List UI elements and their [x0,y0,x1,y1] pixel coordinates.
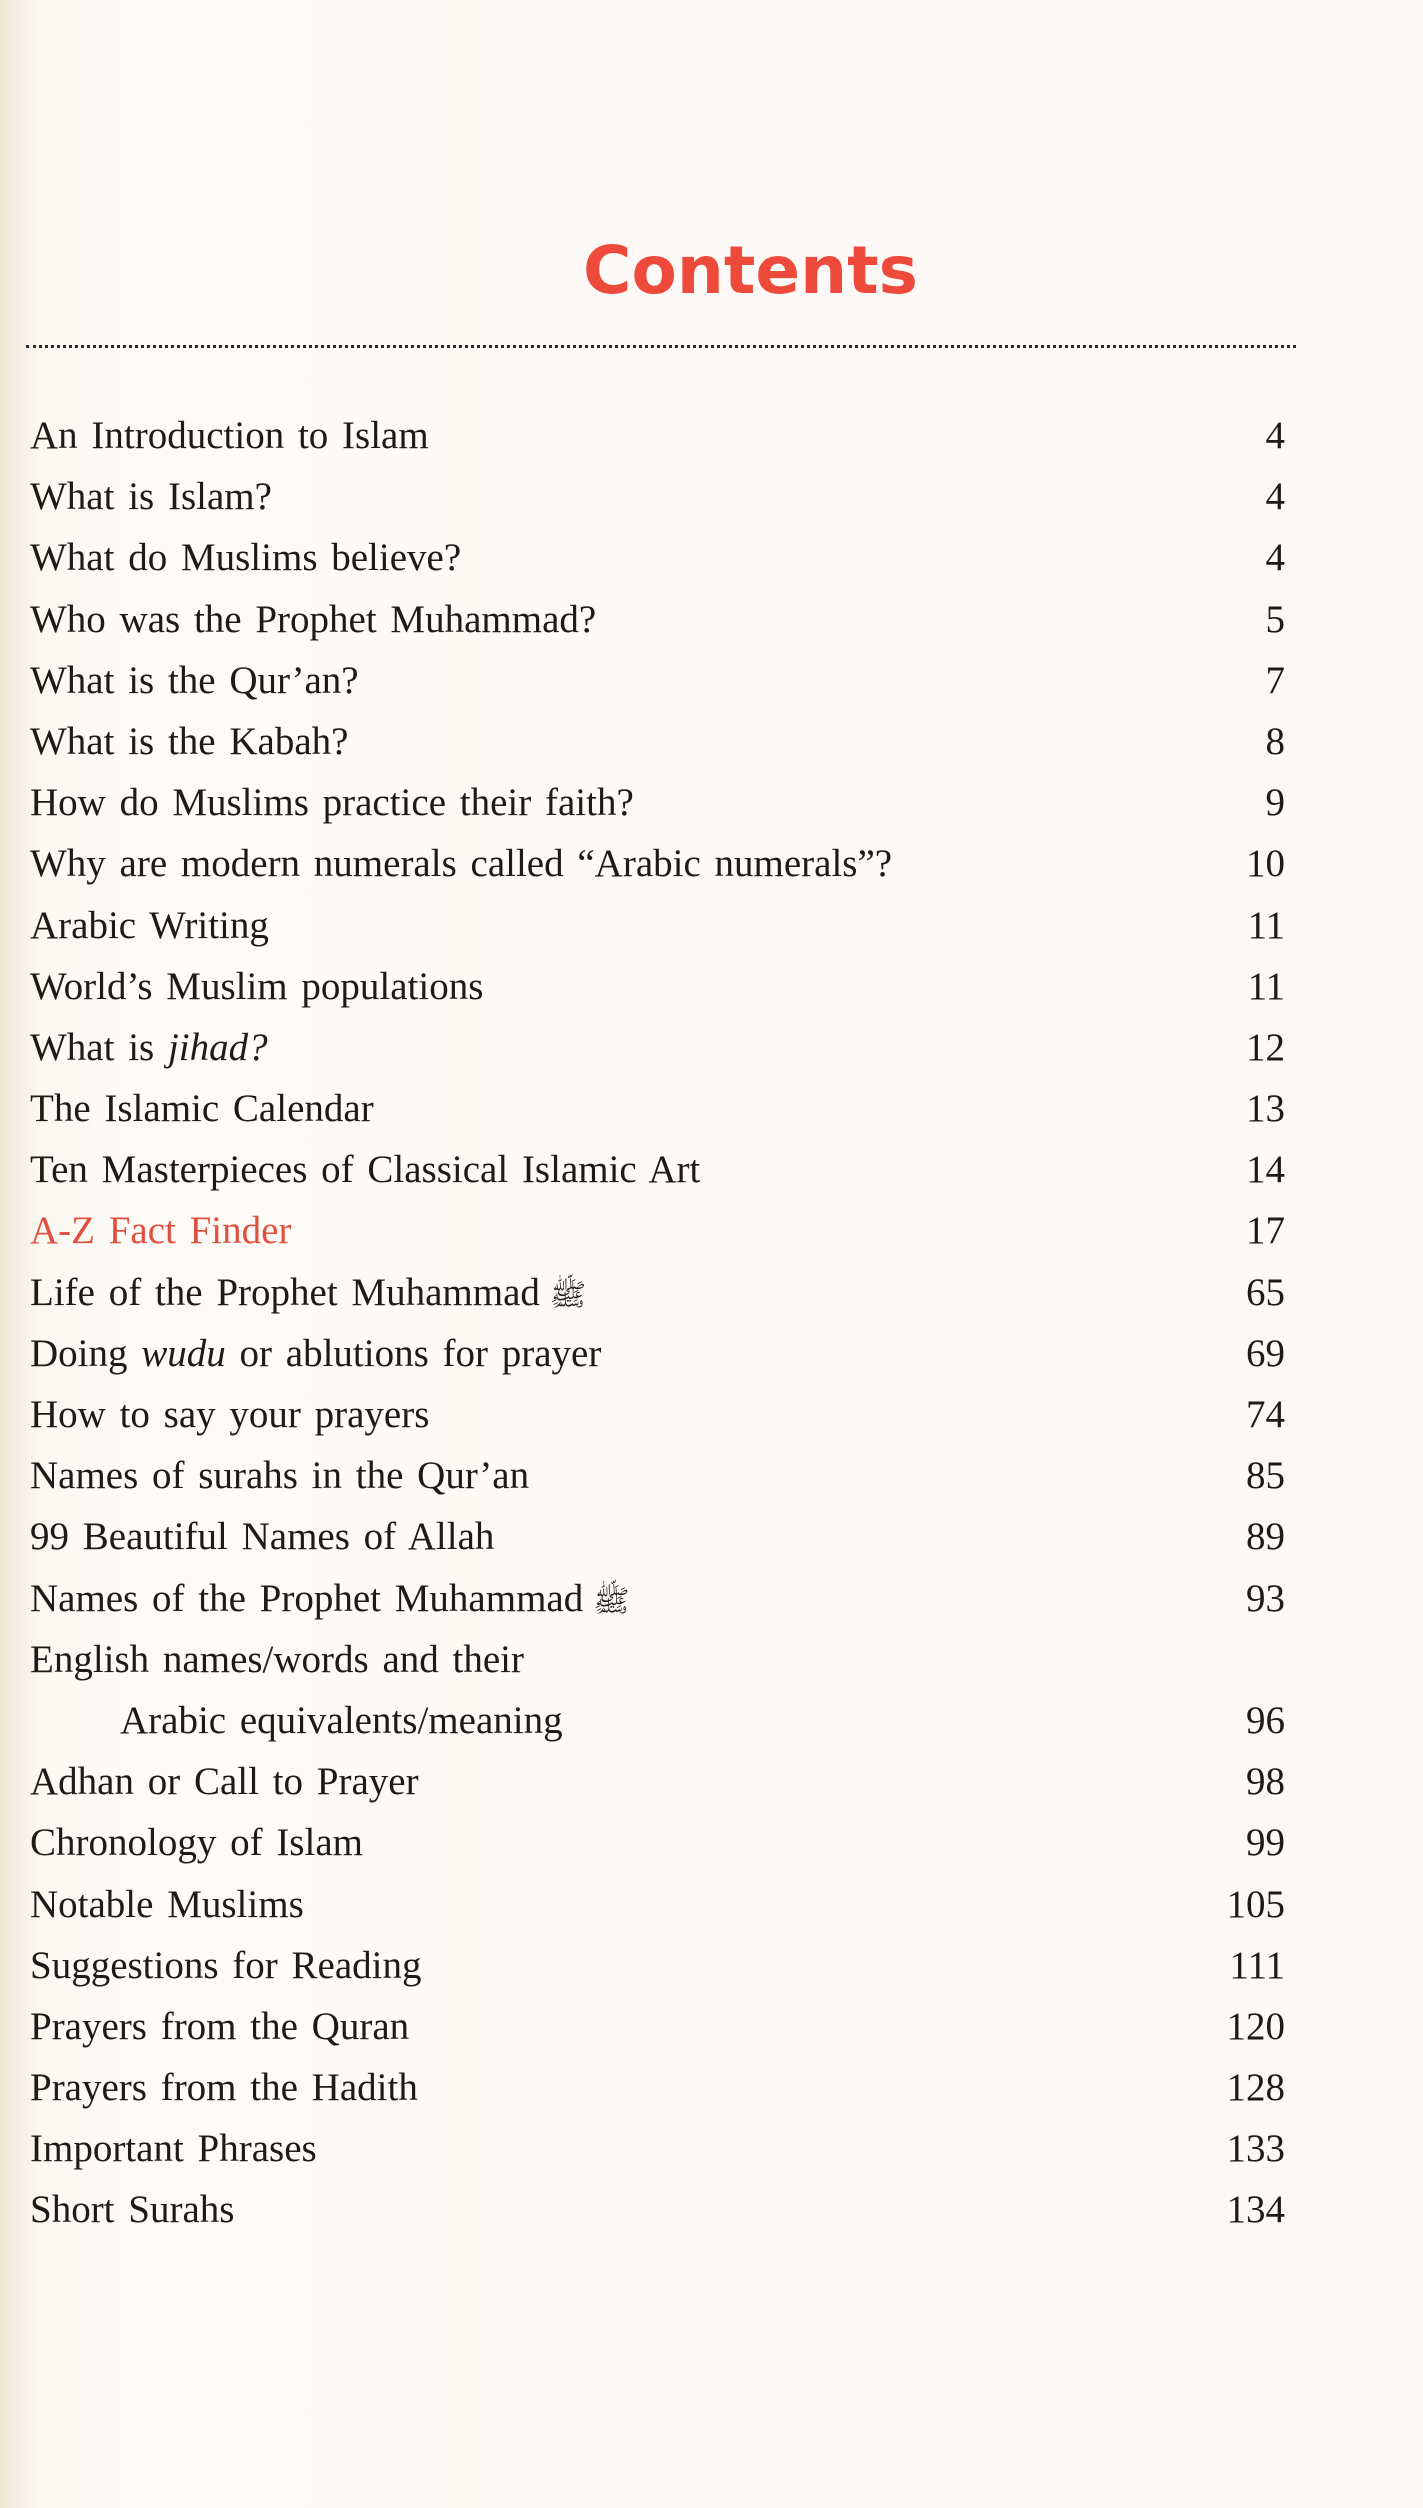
toc-entry-title-italic: wudu [141,1331,226,1375]
toc-entry-title-text: Doing [30,1331,142,1375]
honorific-calligraphy-icon: ﷺ [593,1584,630,1618]
toc-entry-section-highlight[interactable] [30,1200,1285,1261]
toc-entry[interactable] [30,1506,1285,1567]
toc-entry-page: 8 [1265,719,1285,763]
toc-entry-title: What do Muslims believe? [30,536,462,580]
toc-entry-title-italic: jihad? [167,1025,268,1069]
toc-entry[interactable] [30,589,1285,650]
toc-entry-page: 4 [1265,475,1285,519]
toc-entry[interactable] [30,1445,1285,1506]
toc-entry-title: Why are modern numerals called “Arabic numerals”? [30,842,893,886]
toc-entry-page: 4 [1265,536,1285,580]
toc-entry[interactable] [30,1323,1285,1384]
toc-entry[interactable] [30,833,1285,894]
toc-entry[interactable] [30,1262,1285,1323]
toc-entry[interactable] [30,1751,1285,1812]
toc-entry[interactable] [30,2057,1285,2118]
toc-entry-page: 10 [1246,842,1285,886]
toc-entry-title-text: Life of the Prophet Muhammad [30,1270,540,1314]
toc-entry[interactable] [30,711,1285,772]
toc-entry-title: World’s Muslim populations [30,964,484,1008]
toc-entry-title: What is Islam? [30,475,272,519]
toc-entry-title: Suggestions for Reading [30,1943,422,1987]
toc-entry-title: 99 Beautiful Names of Allah [30,1515,495,1559]
toc-entry-title [30,1262,586,1326]
toc-entry[interactable] [30,650,1285,711]
toc-entry-page: 133 [1226,2127,1285,2171]
toc-entry-page: 11 [1247,903,1285,947]
toc-entry-page: 128 [1226,2066,1285,2110]
page-title: Contents [583,232,918,309]
toc-entry-page: 105 [1226,1882,1285,1926]
toc-entry[interactable] [30,1935,1285,1996]
honorific-calligraphy-icon: ﷺ [549,1278,587,1312]
dotted-divider [26,345,1296,348]
toc-entry-page: 74 [1246,1393,1285,1436]
toc-entry-page: 69 [1246,1331,1285,1375]
toc-entry-title: Adhan or Call to Prayer [30,1760,419,1804]
toc-entry-page: 13 [1246,1087,1285,1131]
toc-entry-title: The Islamic Calendar [30,1087,374,1131]
toc-entry[interactable] [30,405,1285,466]
toc-entry-title-text: Names of the Prophet Muhammad [30,1576,584,1620]
toc-entry-page: 14 [1246,1148,1285,1192]
toc-entry-page: 89 [1246,1515,1285,1559]
toc-entry-page: 93 [1246,1576,1285,1620]
toc-entry-title: Prayers from the Quran [30,2004,410,2048]
toc-entry-page: 17 [1246,1209,1285,1253]
toc-entry-title: An Introduction to Islam [30,414,429,457]
toc-entry-title: What is the Kabah? [30,719,349,763]
toc-entry-title-line1: English names/words and their [30,1637,524,1681]
toc-entry-page: 98 [1246,1760,1285,1804]
toc-entry[interactable] [30,2118,1285,2179]
table-of-contents [30,405,1285,2241]
toc-entry-title: Chronology of Islam [30,1821,363,1865]
toc-entry-title: A-Z Fact Finder [30,1209,292,1253]
toc-entry-page: 134 [1226,2188,1285,2232]
toc-entry-title-text: or ablutions for prayer [225,1331,602,1375]
toc-entry-title: Important Phrases [30,2127,317,2171]
toc-entry-title [30,1629,563,1751]
toc-entry-page: 7 [1265,658,1285,702]
toc-entry[interactable] [30,772,1285,833]
toc-entry[interactable] [30,895,1285,956]
toc-entry[interactable] [30,1874,1285,1935]
toc-entry-title-text: What is [30,1025,168,1069]
toc-entry-title: Who was the Prophet Muhammad? [30,597,597,641]
toc-entry-page: 99 [1246,1821,1285,1865]
toc-entry-multiline[interactable] [30,1629,1285,1751]
toc-entry[interactable] [30,527,1285,588]
toc-entry-title: Ten Masterpieces of Classical Islamic Art [30,1148,701,1192]
toc-entry-page: 5 [1265,597,1285,641]
toc-entry[interactable] [30,1017,1285,1078]
toc-entry-title-line2: Arabic equivalents/meaning [120,1698,563,1742]
toc-entry[interactable] [30,1078,1285,1139]
toc-entry-page: 12 [1246,1025,1285,1069]
toc-entry-title [30,1568,629,1632]
toc-entry[interactable] [30,1812,1285,1873]
toc-entry-title: How to say your prayers [30,1393,430,1436]
toc-entry[interactable] [30,1568,1285,1629]
toc-entry-page: 9 [1265,781,1285,825]
toc-entry[interactable] [30,1139,1285,1200]
toc-entry-title: What is the Qur’an? [30,658,359,702]
toc-entry-title [30,1323,601,1384]
toc-entry-page: 96 [1246,1698,1285,1742]
toc-entry-page: 4 [1265,414,1285,457]
toc-entry-title: Notable Muslims [30,1882,304,1926]
toc-entry-title: Short Surahs [30,2188,235,2232]
toc-entry-title: How do Muslims practice their faith? [30,781,634,825]
toc-entry-title: Names of surahs in the Qur’an [30,1454,530,1498]
toc-entry-title: Arabic Writing [30,903,269,947]
toc-entry[interactable] [30,956,1285,1017]
toc-entry-page: 111 [1229,1943,1285,1987]
toc-entry-page: 11 [1247,964,1285,1008]
toc-entry-title [30,1017,268,1078]
toc-entry-page: 65 [1246,1270,1285,1314]
toc-entry[interactable] [30,1996,1285,2057]
toc-entry-title: Prayers from the Hadith [30,2066,418,2110]
toc-entry-page: 85 [1246,1454,1285,1498]
toc-entry[interactable] [30,2179,1285,2240]
toc-entry-page: 120 [1226,2004,1285,2048]
toc-entry[interactable] [30,466,1285,527]
toc-entry[interactable] [30,1384,1285,1445]
